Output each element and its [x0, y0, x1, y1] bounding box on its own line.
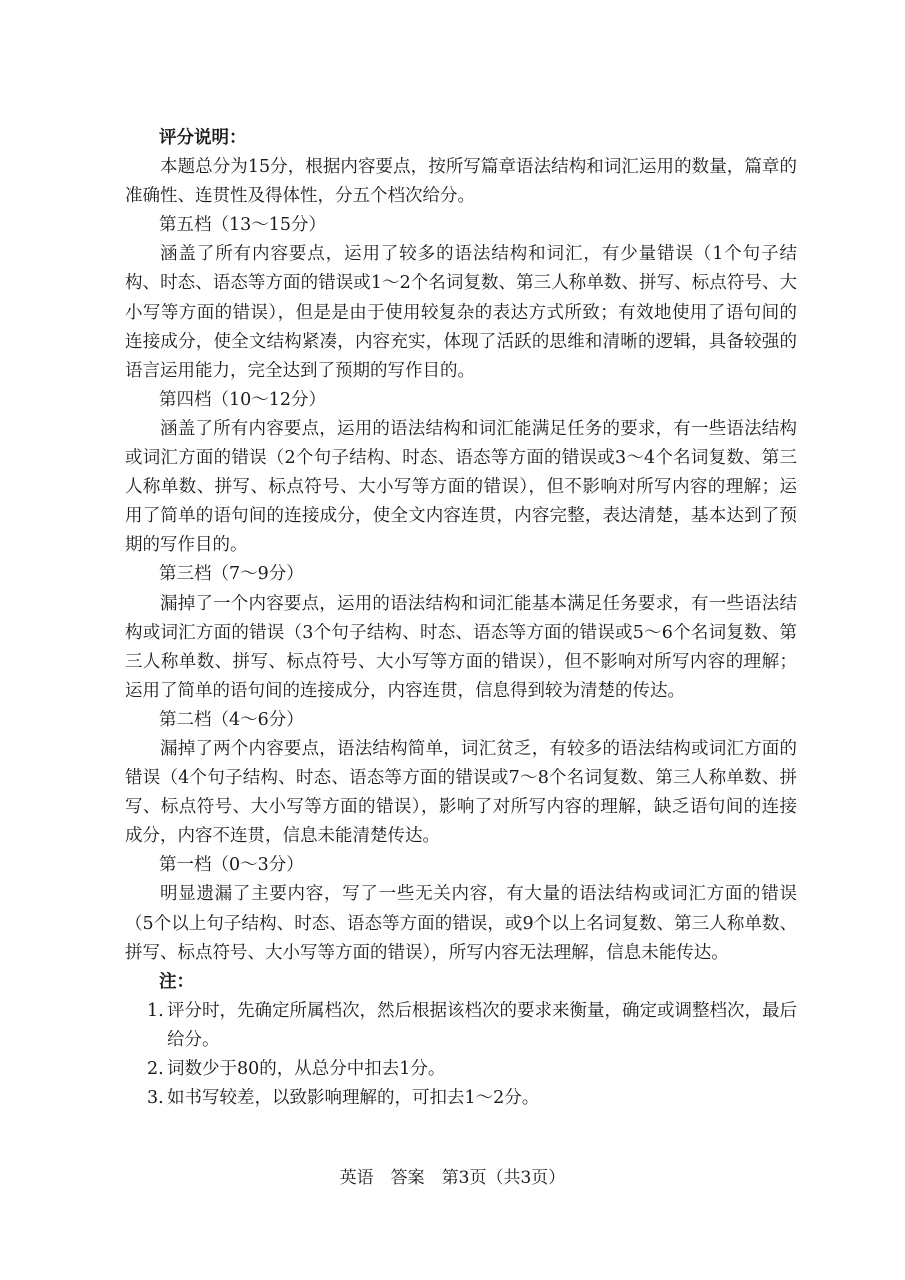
tier-2-desc: 漏掉了两个内容要点，语法结构简单，词汇贫乏，有较多的语法结构或词汇方面的错误（4个句子结构、时态、语态等方面的错误或7～8个名词复数、第三人称单数、拼写、标点符号、大小写等方面的错误），影响了对所写内容的理解，缺乏语句间的连接成分，内容不连贯，信息未能清楚传达。 — [125, 738, 797, 847]
tier-4-label: 第四档（10～12分） — [159, 389, 327, 410]
note-number: 3. — [147, 1088, 164, 1109]
tier-3-desc: 漏掉了一个内容要点，运用的语法结构和词汇能基本满足任务要求，有一些语法结构或词汇方面的错误（3个句子结构、时态、语态等方面的错误或5～6个名词复数、第三人称单数、拼写、标点符号、大小写等方面的错误），但不影响对所写内容的理解；运用了简单的语句间的连接成分，内容连贯，信息得到较为清楚的传达。 — [125, 593, 797, 701]
scoring-content — [125, 124, 797, 1113]
page-footer: 英语 答案 第3页（共3页） — [339, 1168, 566, 1188]
tier-4-desc: 涵盖了所有内容要点，运用的语法结构和词汇能满足任务的要求，有一些语法结构或词汇方面的错误（2个句子结构、时态、语态等方面的错误或3～4个名词复数、第三人称单数、拼写、标点符号、大小写等方面的错误），但不影响对所写内容的理解；运用了简单的语句间的连接成分，使全文内容连贯，内容完整，表达清楚，基本达到了预期的写作目的。 — [125, 418, 797, 556]
tier-1-label: 第一档（0～3分） — [159, 855, 304, 876]
tier-2-label: 第二档（4～6分） — [159, 709, 304, 730]
note-item-2 — [147, 1055, 797, 1084]
note-item-1 — [147, 997, 797, 1055]
scoring-intro: 本题总分为15分，根据内容要点，按所写篇章语法结构和词汇运用的数量，篇章的准确性、连贯性及得体性，分五个档次给分。 — [125, 157, 797, 207]
scoring-title: 评分说明： — [159, 128, 247, 148]
tier-1-desc: 明显遗漏了主要内容，写了一些无关内容，有大量的语法结构或词汇方面的错误（5个以上句子结构、时态、语态等方面的错误，或9个以上名词复数、第三人称单数、拼写、标点符号、大小写等方面的错误），所写内容无法理解，信息未能传达。 — [125, 884, 797, 963]
tier-3-label: 第三档（7～9分） — [159, 564, 304, 585]
note-item-3 — [147, 1084, 797, 1113]
tier-5-label: 第五档（13～15分） — [159, 215, 327, 236]
note-text: 如书写较差，以致影响理解的，可扣去1～2分。 — [167, 1088, 540, 1109]
note-text: 词数少于80的，从总分中扣去1分。 — [167, 1059, 446, 1079]
note-number: 2. — [147, 1059, 164, 1079]
note-number: 1. — [147, 1000, 164, 1021]
notes-title: 注： — [159, 971, 194, 992]
tier-5-desc: 涵盖了所有内容要点，运用了较多的语法结构和词汇，有少量错误（1个句子结构、时态、语态等方面的错误或1～2个名词复数、第三人称单数、拼写、标点符号、大小写等方面的错误），但是是由于使用较复杂的表达方式所致；有效地使用了语句间的连接成分，使全文结构紧凑，内容充实，体现了活跃的思维和清晰的逻辑，具备较强的语言运用能力，完全达到了预期的写作目的。 — [125, 244, 797, 381]
note-text: 评分时，先确定所属档次，然后根据该档次的要求来衡量，确定或调整档次，最后给分。 — [167, 1000, 797, 1050]
